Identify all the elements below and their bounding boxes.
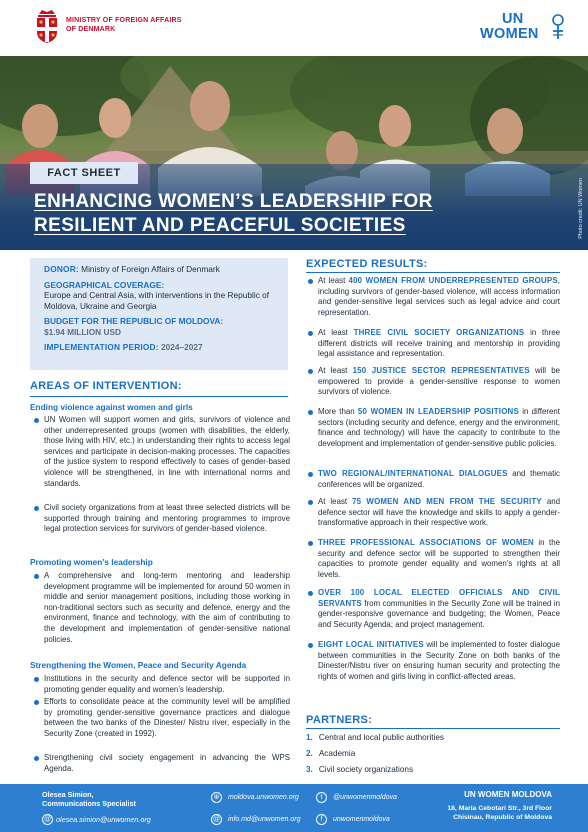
result-item: At least 150 JUSTICE SECTOR REPRESENTATIVES will be empowered to provide a gender-sensitive response to women survivors of violence. xyxy=(318,366,560,398)
org-name: UN WOMEN MOLDOVA xyxy=(464,790,552,799)
org-address: 18, Maria Cebotari Str., 3rd Floor Chisinau, Republic of Moldova xyxy=(447,805,552,821)
website-link[interactable]: moldova.unwomen.org xyxy=(228,794,299,801)
donor-row: DONOR: Ministry of Foreign Affairs of Denmark xyxy=(44,264,220,274)
page-footer xyxy=(0,784,588,832)
result-item: OVER 100 LOCAL ELECTED OFFICIALS AND CIVIL SERVANTS from communities in the Security Zone will be trained in gender-responsive governance and budgeting; the Women, Peace and Security Agenda; and project management. xyxy=(318,588,560,630)
danish-coat-of-arms-icon xyxy=(34,8,60,44)
budget-row: BUDGET FOR THE REPUBLIC OF MOLDOVA: $1.94 MILLION USD xyxy=(44,316,224,337)
photo-credit: Photo credit: UN Women xyxy=(578,178,584,239)
period-row: IMPLEMENTATION PERIOD: 2024–2027 xyxy=(44,342,203,352)
list-item: Institutions in the security and defence sector will be supported in promoting gender equality and women’s leadership. xyxy=(44,674,290,695)
facebook-link[interactable]: unwomenmoldova xyxy=(333,816,390,823)
list-item: Efforts to consolidate peace at the community level will be amplified by promoting gender-sensitive governance practices and dialogue between the two banks of the Dinester/ Nistru river, especially in the Security Zone (created in 1992). xyxy=(44,697,290,739)
sub-heading-wps: Strengthening the Women, Peace and Security Agenda xyxy=(30,660,247,670)
list-item: UN Women will support women and girls, survivors of violence and other underrepresented groups (women with disabilities, the elderly, those living with HIV, etc.) in understanding their rights to access legal services and participate in decision-making processes. The capacities of the justice system to respond effectively to cases of gender-based violence will be strengthened, in line with international norms and standards. xyxy=(44,415,290,489)
areas-heading: AREAS OF INTERVENTION: xyxy=(30,380,182,392)
result-item: EIGHT LOCAL INITIATIVES will be implemented to foster dialogue between communities in the Security Zone on both banks of the Dinester/Nistru river on ensuring human security and protecting the rights of women and girls living in conflict-affected areas. xyxy=(318,640,560,682)
partners-heading: PARTNERS: xyxy=(306,714,373,726)
page-title: ENHANCING WOMEN’S LEADERSHIP FOR RESILIENT AND PEACEFUL SOCIETIES xyxy=(34,191,433,236)
email-icon: @ xyxy=(212,816,221,823)
partner-item: 1. Central and local public authorities xyxy=(306,733,445,742)
sub-heading-leadership: Promoting women’s leadership xyxy=(30,557,153,567)
result-item: THREE PROFESSIONAL ASSOCIATIONS OF WOMEN in the security and defence sector will be supported to strengthen their capacities to promote gender equality and women’s rights at all levels. xyxy=(318,538,560,580)
contact-name: Olesea Simion, Communications Specialist xyxy=(42,790,136,808)
result-item: More than 50 WOMEN IN LEADERSHIP POSITIONS in different sectors (including security and defence, energy and the environment, finance and technology) will have the capacity to contribute to the development and implementation of gender-sensitive public policies. xyxy=(318,407,560,449)
info-email-link[interactable]: info.md@unwomen.org xyxy=(228,816,301,823)
geo-row: GEOGRAPHICAL COVERAGE: Europe and Central Asia, with interventions in the Republic of Moldova, Ukraine and Georgia xyxy=(44,279,270,311)
un-women-emblem-icon xyxy=(550,14,566,40)
list-item: Civil society organizations from at least three selected districts will be supported through training and mentoring programmes to improve legal protection services for survivors of gender-based violence. xyxy=(44,503,290,535)
divider xyxy=(306,272,560,273)
result-item: At least 400 WOMEN FROM UNDERREPRESENTED GROUPS, including survivors of gender-based violence, will access information and gender-sensitive legal services such as legal advice and court representation. xyxy=(318,276,560,318)
un-women-logo: UN WOMEN xyxy=(480,12,566,42)
twitter-link[interactable]: @unwomenmoldova xyxy=(333,794,397,801)
ministry-logo-text: MINISTRY OF FOREIGN AFFAIRS OF DENMARK xyxy=(66,17,182,33)
result-item: TWO REGIONAL/INTERNATIONAL DIALOGUES and thematic conferences will be organized. xyxy=(318,469,560,490)
partner-item: 2. Academia xyxy=(306,749,356,758)
page-header xyxy=(0,0,588,56)
email-icon: @ xyxy=(43,816,52,823)
result-item: At least 75 WOMEN AND MEN FROM THE SECURITY and defence sector will have the knowledge and skills to apply a gender-transformative approach in their respective work. xyxy=(318,497,560,529)
facebook-icon: f xyxy=(316,814,327,825)
results-heading: EXPECTED RESULTS: xyxy=(306,258,428,270)
sub-heading-evaw: Ending violence against women and girls xyxy=(30,402,193,412)
fact-sheet-tab: FACT SHEET xyxy=(30,162,138,184)
globe-icon: ⊕ xyxy=(211,792,222,803)
project-info-box xyxy=(30,258,288,370)
result-item: At least THREE CIVIL SOCIETY ORGANIZATIONS in three different districts will receive training and mentorship in providing legal assistance and representation. xyxy=(318,328,560,360)
contact-email-link[interactable]: olesea.simion@unwomen.org xyxy=(56,815,151,824)
hero-banner xyxy=(0,56,588,250)
divider xyxy=(30,396,288,397)
list-item: A comprehensive and long-term mentoring and leadership development programme will be implemented for around 50 women in middle and senior management positions, including those working in non-traditional sectors such as security and defence, energy and the environment, finance and technology, with the aim of contributing to the development and implementation of gender-sensitive national policies. xyxy=(44,571,290,645)
partner-item: 3. Civil society organizations xyxy=(306,765,414,774)
list-item: Strengthening civil society engagement in advancing the WPS Agenda. xyxy=(44,753,290,774)
divider xyxy=(306,728,560,729)
twitter-icon: t xyxy=(316,792,327,803)
